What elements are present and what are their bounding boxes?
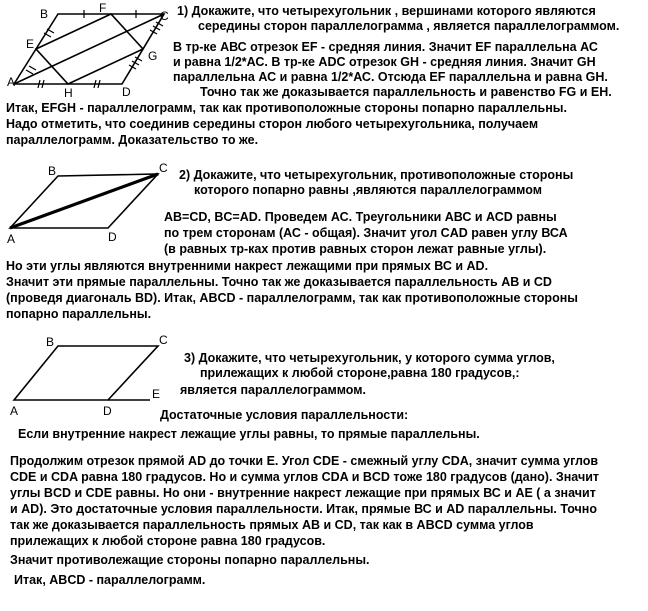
problem3-text-line1: Продолжим отрезок прямой AD до точки Е. Угол CDE - смежный углу CDA, значит сумма углов (10, 454, 599, 468)
problem3-text-line4: и AD). Это достаточные условия параллельности. Итак, прямые ВС и AD параллельны. Точно (10, 502, 597, 516)
problem1-heading-line2: середины сторон параллелограмма , является параллелограммом. (198, 19, 620, 33)
problem3-text-line8: Итак, ABCD - параллелограмм. (14, 573, 206, 587)
fig1-label-b: B (40, 7, 49, 21)
problem3-text-line5: так же доказывается параллельность прямых АВ и CD, так как в ABCD сумма углов (10, 518, 534, 532)
problem3-heading-line2: прилежащих к любой стороне,равна 180 градусов,: (200, 366, 520, 380)
fig1-label-d: D (122, 85, 131, 99)
problem1-text-line2: и равна 1/2*АС. В тр-ке АDС отрезок GH - средняя линия. Значит GH (173, 55, 596, 69)
problem3-conditions-title: Достаточные условия параллельности: (160, 408, 409, 422)
fig3-label-d: D (103, 404, 112, 418)
problem2-text-line5: Значит эти прямые параллельны. Точно так же доказывается параллельность АВ и CD (6, 275, 552, 289)
fig3-label-a: A (10, 404, 19, 418)
problem2-text-line6: (проведя диагональ BD). Итак, ABCD - параллелограмм, так как противоположные стороны (6, 291, 578, 305)
problem1-heading-line1: 1) Докажите, что четырехугольник , вершинами которого являются (177, 4, 596, 18)
problem3-conditions-text: Если внутренние накрест лежащие углы равны, то прямые параллельны. (18, 427, 480, 441)
problem3-text-line3: углы BCD и CDE равны. Но они - внутренние накрест лежащие при прямых ВС и АЕ ( а значит (10, 486, 596, 500)
problem2-text-line7: попарно параллельны. (6, 307, 152, 321)
fig2-label-a: A (7, 232, 16, 246)
problem1-text-line6: Надо отметить, что соединив середины сторон любого четырехугольника, получаем (6, 117, 539, 131)
fig3-label-b: B (46, 335, 55, 349)
problem2-heading-line1: 2) Докажите, что четырехугольник, противоположные стороны (179, 168, 574, 182)
problem3-text-line2: CDE и CDA равна 180 градусов. Но и сумма углов CDA и BCD тоже 180 градусов (дано). Значит (10, 470, 600, 484)
fig2-label-c: C (159, 161, 168, 175)
problem3-text-line6: прилежащих к любой стороне равна 180 градусов. (10, 534, 326, 548)
parallelogram-abcd-3 (14, 346, 161, 401)
problem1-text-line5: Итак, EFGH - параллелограмм, так как противоположные стороны попарно параллельны. (6, 101, 567, 115)
fig1-label-g: G (148, 49, 158, 63)
fig1-label-e: E (26, 37, 35, 51)
fig2-label-d: D (108, 230, 117, 244)
fig1-label-c: C (160, 9, 169, 23)
fig1-label-a: A (7, 75, 16, 89)
problem3-text-line7: Значит противолежащие стороны попарно параллельны. (10, 553, 370, 567)
problem2-text-line3: (в равных тр-ках против равных сторон лежат равные углы). (164, 242, 547, 256)
problem1-text-line4: Точно так же доказывается параллельность и равенство FG и EH. (200, 85, 612, 99)
problem2-text-line1: AB=CD, BC=AD. Проведем АС. Треугольники АВС и АСD равны (164, 210, 557, 224)
fig1-label-h: H (64, 86, 73, 100)
problem1-text-line7: параллелограмм. Доказательство то же. (6, 133, 259, 147)
fig3-label-c: C (159, 333, 168, 347)
problem2-text-line2: по трем сторонам (АС - общая). Значит угол CAD равен углу ВСА (164, 226, 568, 240)
problem3-heading-line1: 3) Докажите, что четырехугольник, у которого сумма углов, (184, 351, 555, 365)
problem3-heading-line3: является параллелограммом. (180, 383, 366, 397)
fig3-label-e: E (152, 387, 161, 401)
problem1-text-line1: В тр-ке АВС отрезок EF - средняя линия. Значит EF параллельна АС (173, 40, 598, 54)
fig1-label-f: F (99, 1, 107, 15)
problem2-heading-line2: которого попарно равны ,являются параллелограммом (194, 183, 542, 197)
fig2-label-b: B (48, 164, 57, 178)
problem1-text-line3: параллельна АС и равна 1/2*АС. Отсюда EF параллельна и равна GH. (173, 70, 608, 84)
problem2-text-line4: Но эти углы являются внутренними накрест лежащими при прямых ВС и AD. (6, 259, 489, 273)
